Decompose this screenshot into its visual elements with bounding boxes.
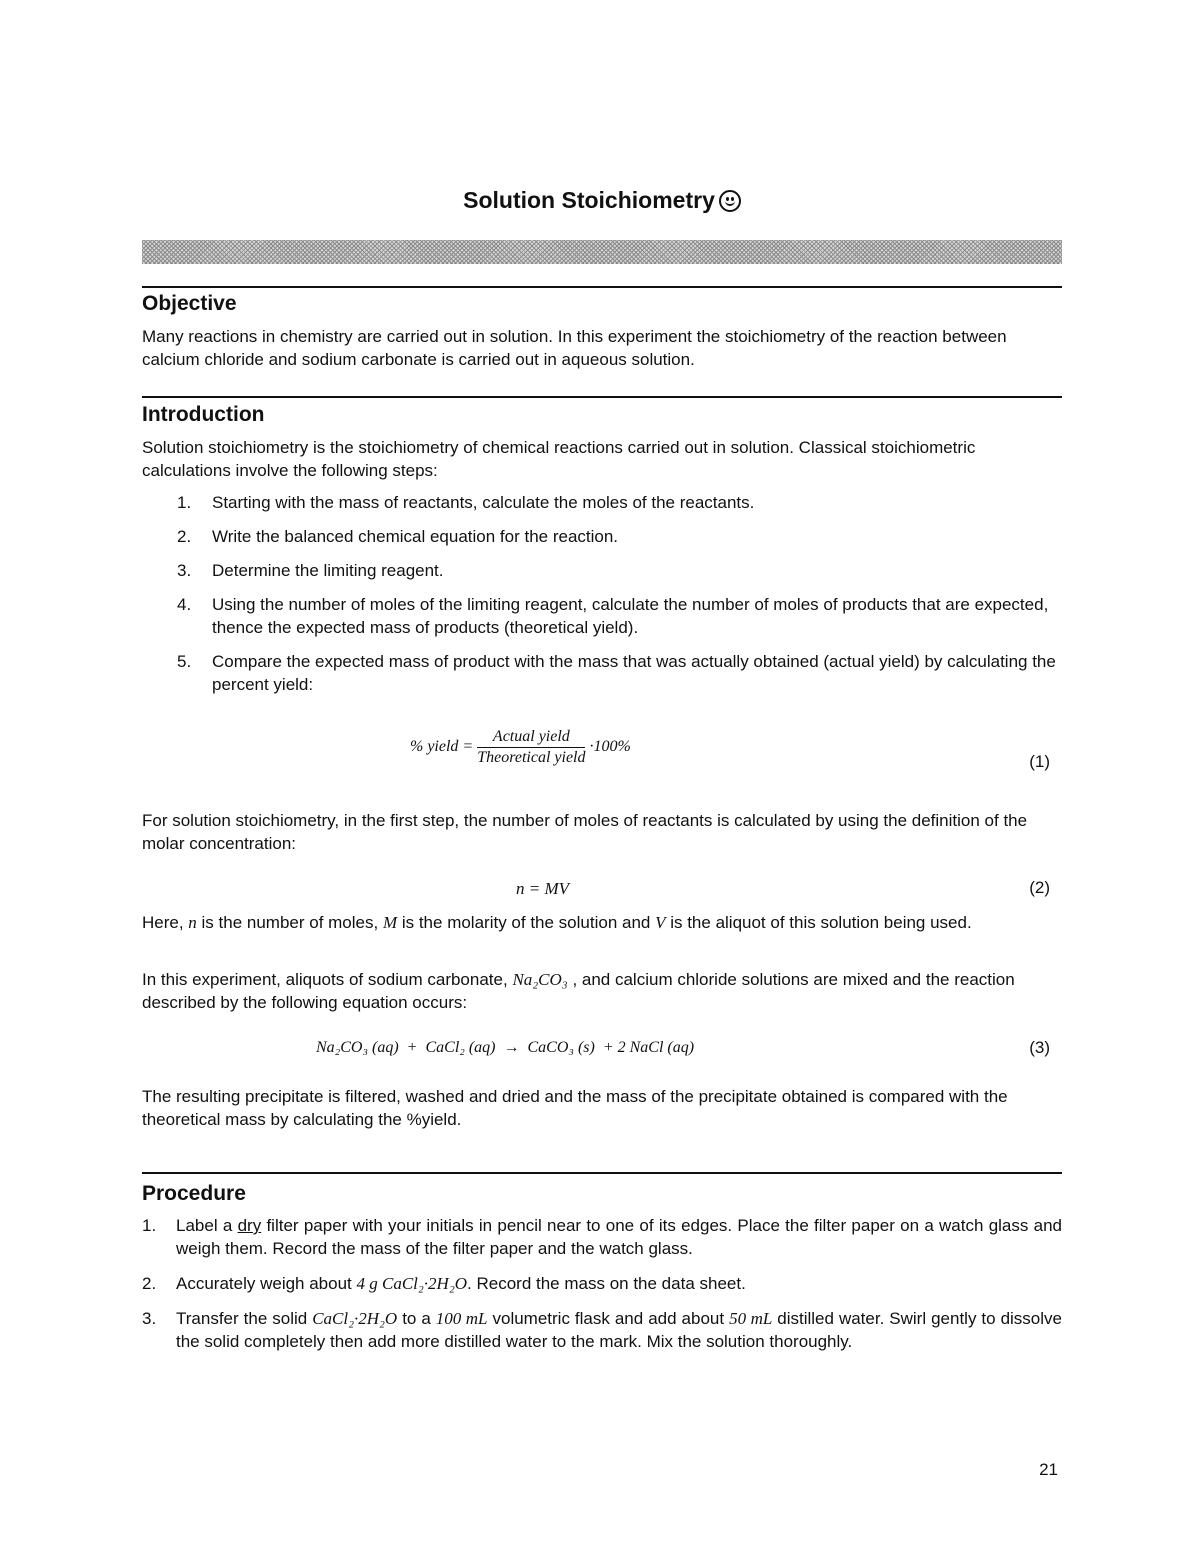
list-item: 2. Write the balanced chemical equation for the reaction. [177,527,619,546]
list-item: 4. Using the number of moles of the limiting reagent, calculate the number of moles of products that are expected, thence the expected mass of products (theoretical yield). [177,595,1049,637]
decorative-hatch-bar [142,240,1062,264]
introduction-heading: Introduction [142,403,265,426]
title-text: Solution Stoichiometry [463,187,715,213]
steps-list [142,491,1062,696]
smiley-face-icon [719,190,741,212]
molar-concentration-text: For solution stoichiometry, in the first step, the number of moles of reactants is calculated by using the definition of the molar concentration: [142,811,1028,853]
objective-section [142,286,1062,371]
equation-3-label: (3) [1029,1038,1050,1057]
procedure-section [142,1172,1062,1353]
procedure-list [142,1214,1062,1353]
equation-2-label: (2) [1029,878,1050,897]
objective-text: Many reactions in chemistry are carried out in solution. In this experiment the stoichiometry of the reaction between calcium chloride and sodium carbonate is carried out in aqueous solution. [142,327,1007,369]
list-item: 5. Compare the expected mass of product with the mass that was actually obtained (actual yield) by calculating the percent yield: [177,652,1056,694]
equation-2: n = MV (2) [516,878,1050,898]
result-text: The resulting precipitate is filtered, washed and dried and the mass of the precipitate obtained is compared with the theoretical mass by calculating the %yield. [142,1087,1008,1129]
equation-1: % yield = $\frac{\text{Actual yield}}{\text{Theoretical yield}}$ ·100% (1) [410,728,1050,771]
variables-text: Here, n is the number of moles, M is the molarity of the solution and V is the aliquot of this solution being used. [142,913,972,932]
procedure-heading: Procedure [142,1182,246,1205]
list-item: 3. Transfer the solid CaCl₂·2H₂O to a 100 mL volumetric flask and add about 50 mL distilled water. Swirl gently to dissolve the solid completely then add more distilled water to the mark. Mix the solution thoroughly. [142,1309,1062,1351]
equation-1-label: (1) [1029,752,1050,771]
page-number: 21 [1039,1460,1058,1479]
list-item: 3. Determine the limiting reagent. [177,561,444,580]
list-item: 1. Starting with the mass of reactants, calculate the moles of the reactants. [177,493,755,512]
objective-heading: Objective [142,292,237,315]
experiment-text: In this experiment, aliquots of sodium carbonate, Na₂CO₃ , and calcium chloride solutions are mixed and the reaction described by the following equation occurs: [142,970,1015,1012]
introduction-section [142,396,1062,696]
page-title [142,187,1062,214]
list-item: 2. Accurately weigh about 4 g CaCl₂·2H₂O. Record the mass on the data sheet. [142,1274,746,1293]
list-item: 1. Label a dry filter paper with your initials in pencil near to one of its edges. Place the filter paper on a watch glass and weigh them. Record the mass of the filter paper and the watch glass. [142,1216,1063,1258]
equation-3: Na₂CO₃ (aq) + CaCl₂ (aq) → CaCO₃ (s) + 2 NaCl (aq) (3) [316,1038,1050,1057]
introduction-text: Solution stoichiometry is the stoichiometry of chemical reactions carried out in solution. Classical stoichiometric calculations involve the following steps: [142,438,976,480]
